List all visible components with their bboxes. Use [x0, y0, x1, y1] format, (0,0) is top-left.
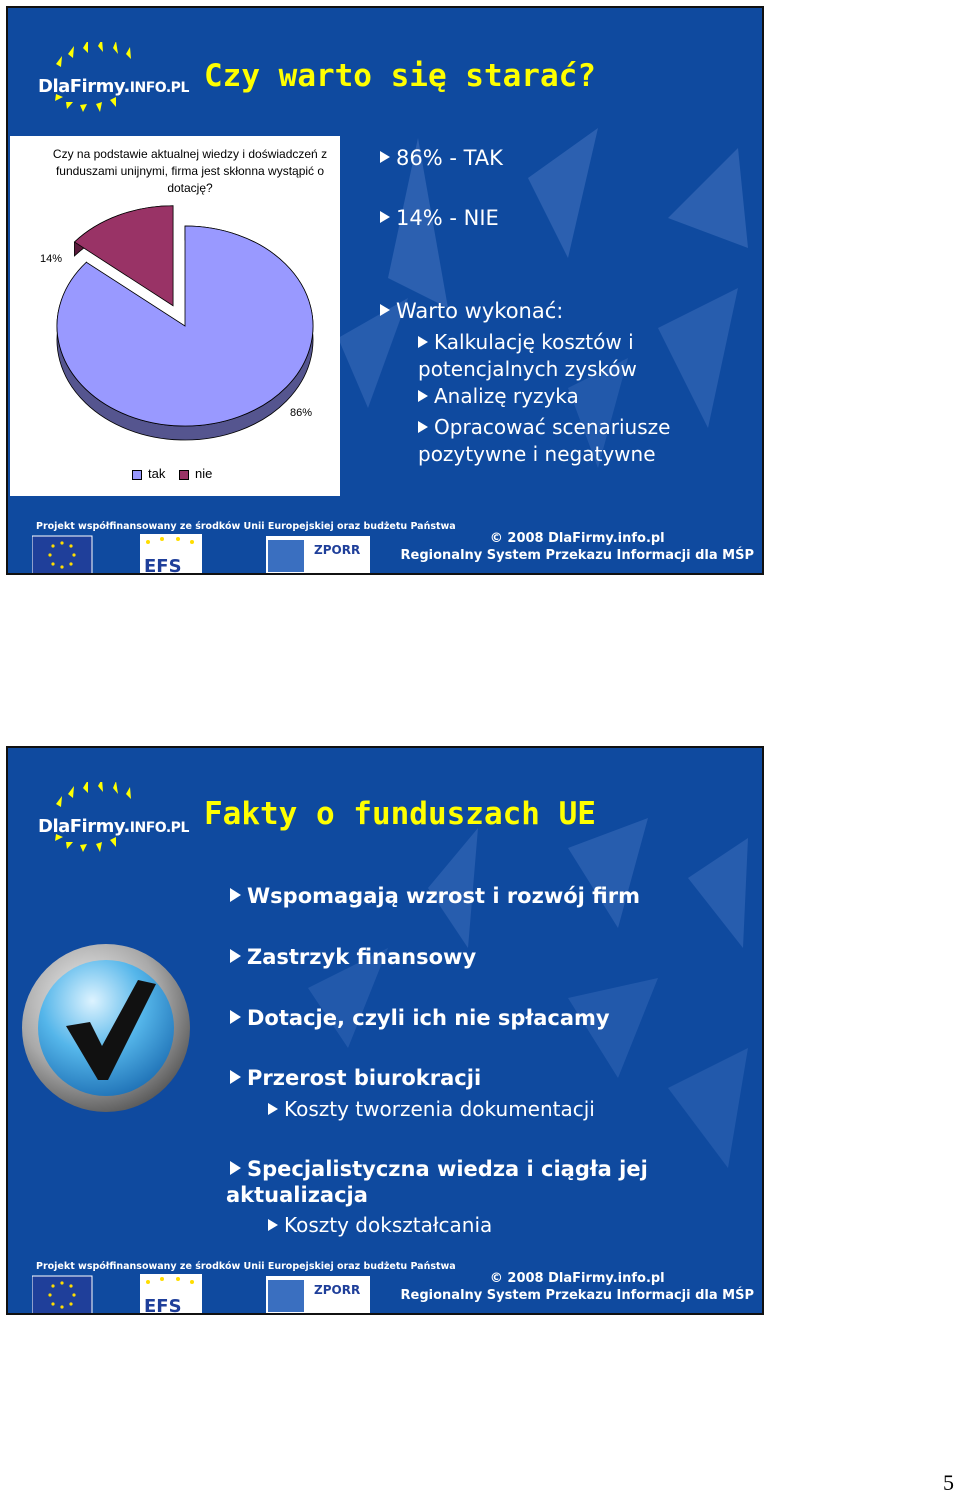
legend-label-nie: nie — [194, 466, 213, 481]
footer-logos — [32, 534, 372, 575]
logo-wordmark: DlaFirmy.INFO.PL — [38, 816, 189, 837]
footer-logos — [32, 1274, 372, 1315]
subpoint-risk: Analizę ryzyka — [418, 384, 579, 408]
fact-item-growth: Wspomagają wzrost i rozwój firm — [230, 884, 640, 908]
svg-text:EFS: EFS — [144, 1296, 182, 1316]
bullet-arrow-icon — [380, 211, 390, 223]
result-item-nie: 14% - NIE — [380, 206, 499, 230]
bullet-arrow-icon — [268, 1219, 278, 1231]
chart-legend — [132, 466, 212, 481]
slide-1 — [6, 6, 764, 575]
svg-text:ZPORR: ZPORR — [314, 1283, 361, 1297]
checkmark-badge-icon — [20, 938, 192, 1116]
svg-text:ZPORR: ZPORR — [314, 543, 361, 557]
result-item-tak: 86% - TAK — [380, 146, 503, 170]
page-number: 5 — [943, 1470, 954, 1495]
bullet-arrow-icon — [418, 390, 428, 402]
dlafirmy-logo — [38, 782, 190, 852]
subpoint-costs: Kalkulację kosztów i potencjalnych zysków — [418, 330, 637, 381]
slide-2 — [6, 746, 764, 1315]
svg-text:EFS: EFS — [144, 556, 182, 576]
chart-title: Czy na podstawie aktualnej wiedzy i doświadczeń z funduszami unijnymi, firma jest skłonna wystąpić o dotację? — [52, 147, 328, 195]
bullet-arrow-icon — [418, 336, 428, 348]
pie-chart — [10, 136, 340, 496]
fact-item-expertise-cont: aktualizacja — [226, 1183, 368, 1207]
footer-project-text: Projekt współfinansowany ze środków Unii Europejskiej oraz budżetu Państwa — [36, 521, 456, 532]
sub-item-training: Koszty dokształcania — [268, 1213, 492, 1237]
system-text: Regionalny System Przekazu Informacji dla MŚP — [400, 1288, 754, 1303]
footer-right — [401, 1270, 754, 1304]
fact-item-expertise: Specjalistyczna wiedza i ciągła jej — [230, 1157, 648, 1181]
copyright-text: © 2008 DlaFirmy.info.pl — [489, 531, 665, 546]
logo-wordmark: DlaFirmy.INFO.PL — [38, 76, 189, 97]
bullet-arrow-icon — [268, 1103, 278, 1115]
copyright-text: © 2008 DlaFirmy.info.pl — [489, 1271, 665, 1286]
legend-swatch-tak — [132, 470, 142, 480]
system-text: Regionalny System Przekazu Informacji dla MŚP — [400, 548, 754, 563]
bullet-arrow-icon — [380, 304, 390, 316]
footer-right — [401, 530, 754, 564]
section-heading: Warto wykonać: — [380, 299, 563, 323]
bullet-arrow-icon — [380, 151, 390, 163]
pie-label-nie: 14% — [40, 253, 63, 265]
fact-item-bureaucracy: Przerost biurokracji — [230, 1066, 481, 1090]
bullet-arrow-icon — [418, 421, 428, 433]
fact-item-funding: Zastrzyk finansowy — [230, 945, 476, 969]
legend-label-tak: tak — [148, 466, 166, 481]
footer-project-text: Projekt współfinansowany ze środków Unii Europejskiej oraz budżetu Państwa — [36, 1261, 456, 1272]
bullet-arrow-icon — [230, 1161, 241, 1175]
bullet-arrow-icon — [230, 1010, 241, 1024]
subpoint-scenarios: Opracować scenariusze pozytywne i negatywne — [418, 415, 671, 466]
bullet-arrow-icon — [230, 949, 241, 963]
fact-item-grants: Dotacje, czyli ich nie spłacamy — [230, 1006, 610, 1030]
bullet-arrow-icon — [230, 888, 241, 902]
bullet-arrow-icon — [230, 1070, 241, 1084]
slide-title: Fakty o funduszach UE — [204, 796, 596, 832]
survey-chart-panel — [10, 136, 340, 496]
slide-title: Czy warto się starać? — [204, 58, 596, 94]
sub-item-documentation: Koszty tworzenia dokumentacji — [268, 1097, 595, 1121]
pie-label-tak: 86% — [290, 407, 313, 419]
legend-swatch-nie — [179, 470, 189, 480]
dlafirmy-logo — [38, 42, 190, 112]
